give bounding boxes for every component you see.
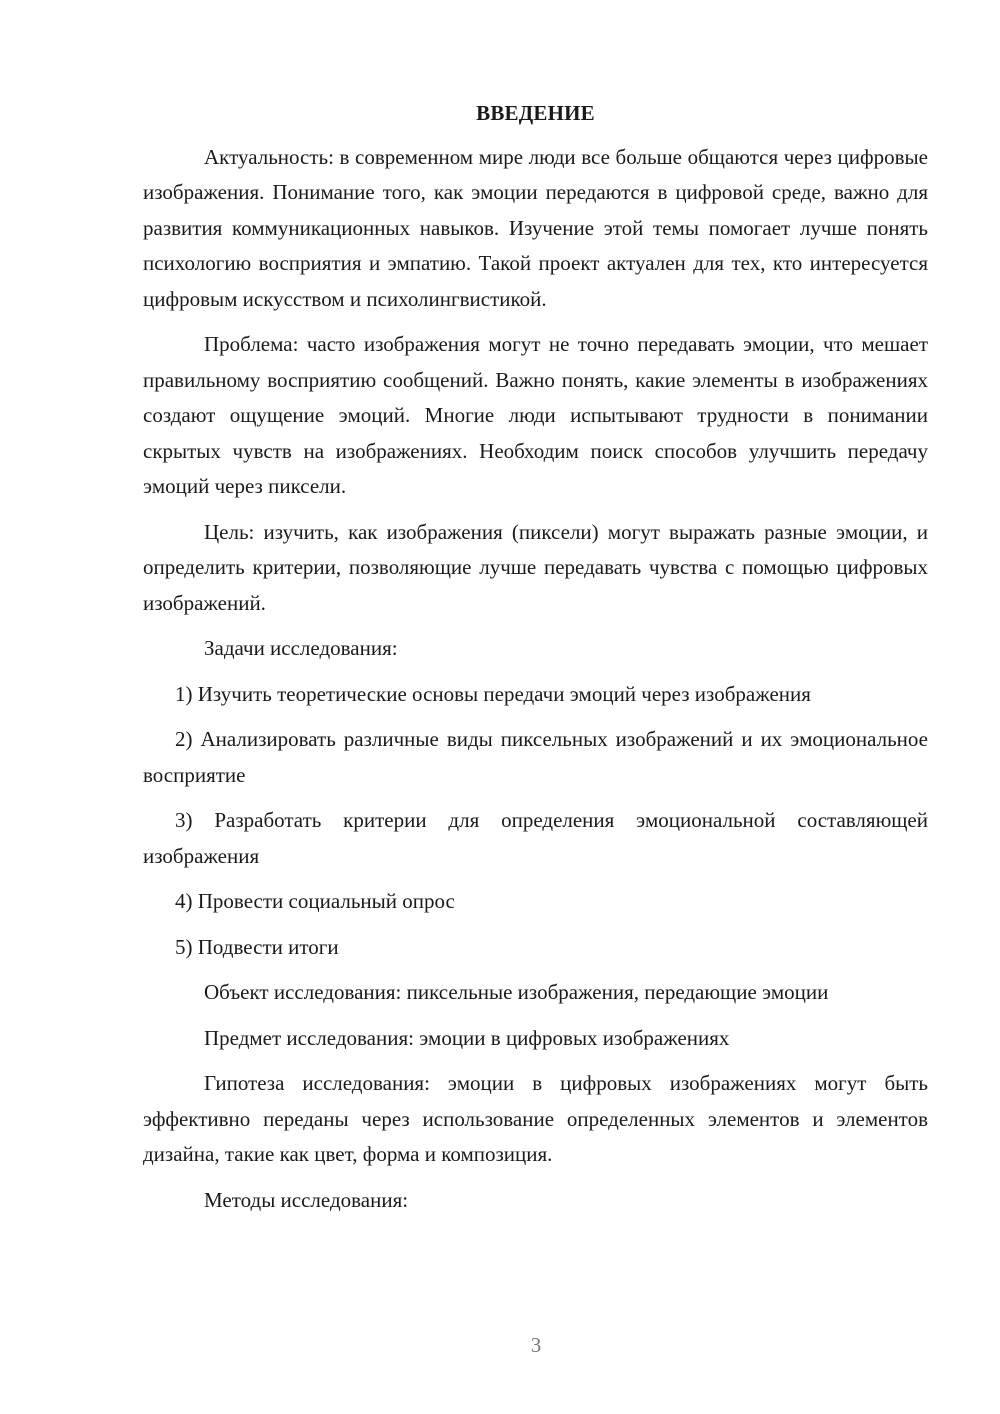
task-item: 1) Изучить теоретические основы передачи эмоций через изображения [175, 681, 811, 706]
page-number: 3 [530, 1333, 542, 1357]
tasks-list [143, 677, 928, 966]
tasks-heading: Задачи исследования: [204, 636, 398, 660]
task-item: 3) Разработать критерии для определения эмоциональной составляющей изображения [143, 808, 928, 868]
problem-paragraph: Проблема: часто изображения могут не точно передавать эмоции, что мешает правильному восприятию сообщений. Важно понять, какие элементы в изображениях создают ощущение эмоций. Многие люди испытывают трудности в понимании скрытых чувств на изображениях. Необходим поиск способов улучшить передачу эмоций через пиксели. [143, 332, 928, 498]
object-paragraph: Объект исследования: пиксельные изображения, передающие эмоции [204, 980, 829, 1004]
page-title: ВВЕДЕНИЕ [476, 101, 595, 125]
task-item: 4) Провести социальный опрос [175, 889, 455, 913]
subject-paragraph: Предмет исследования: эмоции в цифровых изображениях [204, 1025, 730, 1050]
task-item: 2) Анализировать различные виды пиксельных изображений и их эмоциональное восприятие [143, 727, 928, 787]
relevance-paragraph: Актуальность: в современном мире люди все больше общаются через цифровые изображения. Понимание того, как эмоции передаются в цифровой среде, важно для развития коммуникационных навыков. Изучение этой темы помогает лучше понять психологию восприятия и эмпатию. Такой проект актуален для тех, кто интересуется цифровым искусством и психолингвистикой. [143, 144, 928, 311]
document-page [143, 96, 928, 1228]
hypothesis-paragraph: Гипотеза исследования: эмоции в цифровых изображениях могут быть эффективно переданы через использование определенных элементов и элементов дизайна, такие как цвет, форма и композиция. [143, 1071, 928, 1166]
task-item: 5) Подвести итоги [175, 934, 339, 959]
goal-paragraph: Цель: изучить, как изображения (пиксели) могут выражать разные эмоции, и определить критерии, позволяющие лучше передавать чувства с помощью цифровых изображений. [143, 519, 928, 615]
methods-heading: Методы исследования: [204, 1187, 409, 1212]
